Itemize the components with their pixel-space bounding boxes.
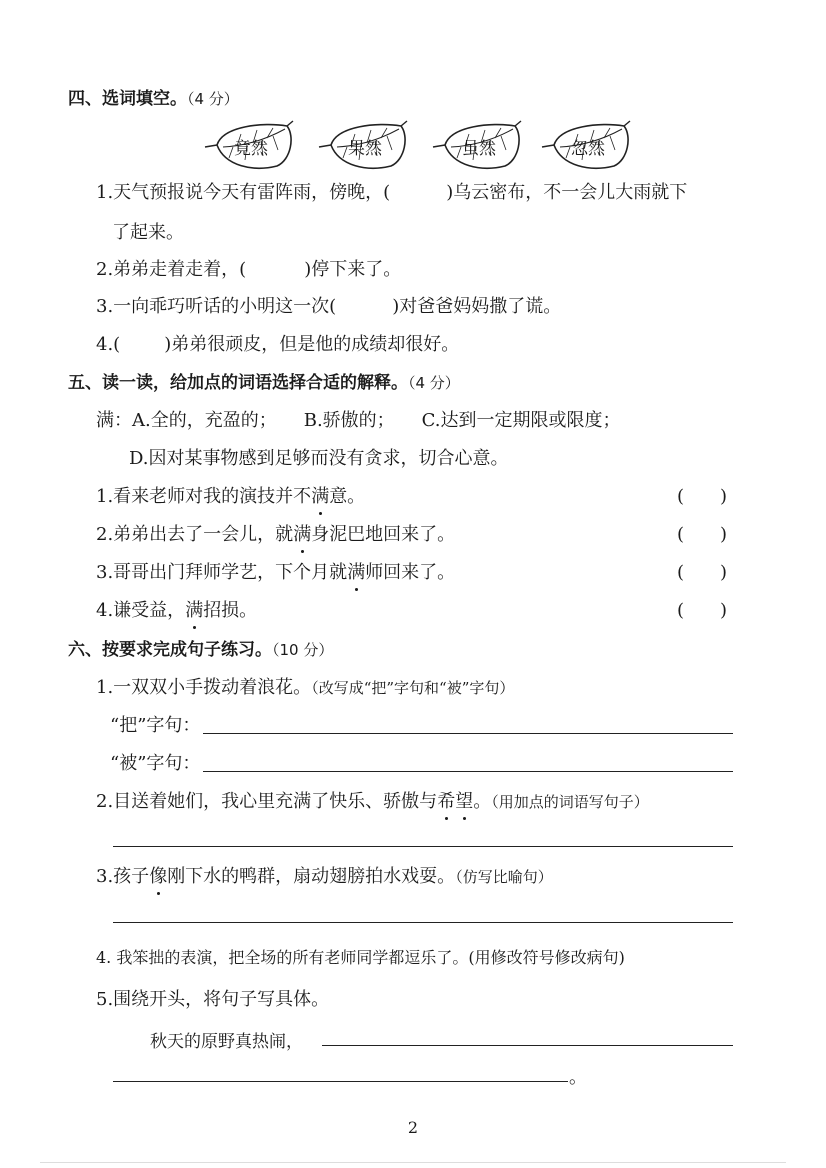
s5-q3 xyxy=(96,558,455,584)
s4-q4 xyxy=(96,330,459,356)
s5-q1-answer-paren[interactable]: ( ) xyxy=(677,486,728,507)
bottom-divider xyxy=(40,1162,786,1163)
s6-q2-answer-line[interactable] xyxy=(113,846,733,847)
s6-q5-end: 。 xyxy=(569,1067,587,1088)
s6-q3-requirement: （仿写比喻句） xyxy=(455,868,553,886)
section5-heading xyxy=(68,368,460,393)
section5-title: 五、读一读，给加点的词语选择合适的解释。 xyxy=(68,373,408,393)
section4-points: （4 分） xyxy=(187,90,239,108)
s5-q1-post: 意。 xyxy=(329,486,366,507)
s5-q2 xyxy=(96,520,455,546)
s6-q3-answer-line[interactable] xyxy=(113,922,733,923)
page-number: 2 xyxy=(407,1118,419,1137)
s4-q1-continuation: 了起来。 xyxy=(112,222,184,243)
s4-q2 xyxy=(96,255,401,281)
word-option-4: 忽然 xyxy=(571,138,605,159)
word-option-2: 果然 xyxy=(348,138,382,159)
word-leaf-2 xyxy=(317,120,409,172)
s6-ba-label: “把”字句： xyxy=(110,715,201,736)
s5-q1-pre: 1.看来老师对我的演技并不 xyxy=(96,486,312,507)
s6-q1 xyxy=(96,673,514,699)
s6-q1-requirement: （改写成“把”字句和“被”字句） xyxy=(311,679,515,697)
s5-definitions-line1: 满：A.全的，充盈的； B.骄傲的； C.达到一定期限或限度； xyxy=(96,410,621,431)
s5-q1 xyxy=(96,482,365,508)
s5-q4-answer-paren[interactable]: ( ) xyxy=(677,600,728,621)
s5-q3-dotted-char: 满 xyxy=(347,558,365,584)
s6-q2-dotted-char-1: 希 xyxy=(437,787,455,813)
s6-q4-text: 4. 我笨拙的表演，把全场的所有老师同学都逗乐了。 xyxy=(96,948,469,967)
s4-q2-text-a: 2.弟弟走着走着，( xyxy=(96,259,247,280)
s4-q1-text-a: 1.天气预报说今天有雷阵雨，傍晚，( xyxy=(96,182,391,203)
section6-points: （10 分） xyxy=(272,641,334,659)
s5-q2-post: 身泥巴地回来了。 xyxy=(311,524,456,545)
s6-q3-pre: 3.孩子 xyxy=(96,866,150,887)
s5-q2-answer-paren[interactable]: ( ) xyxy=(677,524,728,545)
s5-definitions-line2: D.因对某事物感到足够而没有贪求，切合心意。 xyxy=(129,448,509,469)
s5-q4-post: 招损。 xyxy=(203,600,258,621)
s5-q4-pre: 4.谦受益， xyxy=(96,600,186,621)
s4-q3-text-b: )对爸爸妈妈撒了谎。 xyxy=(392,296,562,317)
s6-q1-text: 1.一双双小手拨动着浪花。 xyxy=(96,677,312,698)
s6-q2-pre: 2.目送着她们，我心里充满了快乐、骄傲与 xyxy=(96,791,438,812)
s6-q2-post: 。 xyxy=(473,791,492,812)
s4-q3-text-a: 3.一向乖巧听话的小明这一次( xyxy=(96,296,337,317)
s6-q2-dotted-char-2: 望 xyxy=(455,787,473,813)
s6-q5: 5.围绕开头，将句子写具体。 xyxy=(96,989,330,1010)
section6-title: 六、按要求完成句子练习。 xyxy=(68,640,272,660)
s6-q2 xyxy=(96,787,649,813)
section6-heading xyxy=(68,635,333,660)
s6-q3-post: 刚下水的鸭群，扇动翅膀拍水戏耍。 xyxy=(167,866,456,887)
s4-q1-text-b: )乌云密布，不一会儿大雨就下 xyxy=(446,182,688,203)
s5-q1-dotted-char: 满 xyxy=(311,482,329,508)
s5-q3-post: 师回来了。 xyxy=(365,562,456,583)
word-leaf-4 xyxy=(540,120,632,172)
s5-q3-pre: 3.哥哥出门拜师学艺，下个月就 xyxy=(96,562,348,583)
s4-q1 xyxy=(96,178,687,204)
s6-ba-answer-line[interactable] xyxy=(203,733,733,734)
s4-q2-text-b: )停下来了。 xyxy=(304,259,402,280)
s4-q4-text-a: 4.( xyxy=(96,334,121,355)
s5-q3-answer-paren[interactable]: ( ) xyxy=(677,562,728,583)
s5-q4 xyxy=(96,596,257,622)
s6-q4 xyxy=(96,945,625,968)
section5-points: （4 分） xyxy=(408,374,460,392)
s6-bei-answer-line[interactable] xyxy=(203,771,733,772)
s6-q5-answer-line-2[interactable] xyxy=(113,1081,568,1082)
s5-q4-dotted-char: 满 xyxy=(185,596,203,622)
s6-q4-requirement: (用修改符号修改病句) xyxy=(468,948,625,967)
s6-q5-start: 秋天的原野真热闹， xyxy=(150,1032,303,1052)
s6-q3-dotted-char: 像 xyxy=(149,862,167,888)
word-leaf-1 xyxy=(203,120,295,172)
section4-heading xyxy=(68,84,239,109)
section4-title: 四、选词填空。 xyxy=(68,89,187,109)
s4-q3 xyxy=(96,292,561,318)
word-option-3: 虽然 xyxy=(462,138,496,159)
s6-q2-requirement: （用加点的词语写句子） xyxy=(491,793,649,811)
s4-q4-text-b: )弟弟很顽皮，但是他的成绩却很好。 xyxy=(164,334,460,355)
s6-q3 xyxy=(96,862,553,888)
word-option-1: 竟然 xyxy=(234,138,268,159)
s5-q2-dotted-char: 满 xyxy=(293,520,311,546)
s5-q2-pre: 2.弟弟出去了一会儿，就 xyxy=(96,524,294,545)
s6-bei-label: “被”字句： xyxy=(110,753,201,774)
word-leaf-3 xyxy=(431,120,523,172)
s6-q5-answer-line-1[interactable] xyxy=(322,1045,733,1046)
